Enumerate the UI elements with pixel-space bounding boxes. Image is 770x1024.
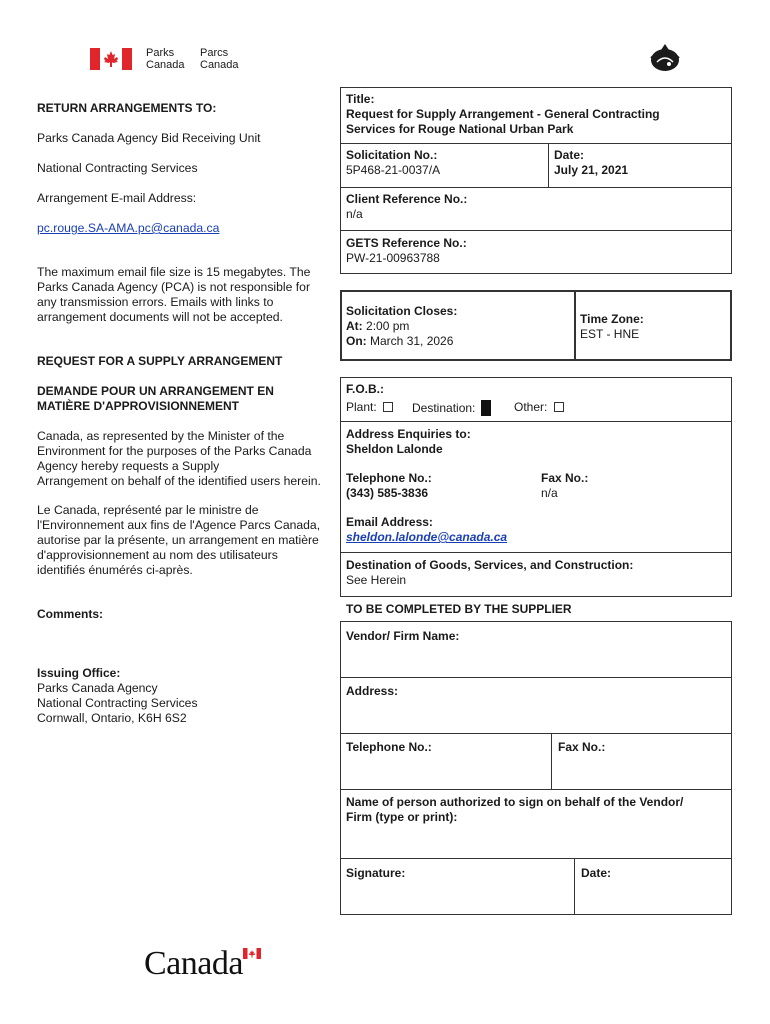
date-field (554, 148, 628, 178)
issuing-office (37, 666, 198, 726)
issuing-line: Cornwall, Ontario, K6H 6S2 (37, 711, 187, 725)
supplier-date-field[interactable] (575, 882, 731, 914)
fob-other (514, 400, 564, 415)
client-ref-label: Client Reference No.: (346, 192, 468, 206)
address-field[interactable] (341, 700, 731, 732)
receiving-unit: Parks Canada Agency Bid Receiving Unit (37, 131, 261, 145)
contracting-services: National Contracting Services (37, 161, 198, 175)
telephone-label: Telephone No.: (346, 471, 432, 485)
french-paragraph (37, 503, 337, 578)
divider (574, 290, 576, 361)
date-value: July 21, 2021 (554, 163, 629, 177)
divider (340, 143, 732, 144)
para-line: Arrangement on behalf of the identified users herein. (37, 474, 321, 488)
para-line: identifiés énumérés ci-après. (37, 563, 193, 577)
supplier-telephone-field[interactable] (341, 756, 550, 788)
authorized-person-label (346, 795, 683, 825)
divider (548, 143, 549, 187)
issuing-line: Parks Canada Agency (37, 681, 158, 695)
issuing-office-label: Issuing Office: (37, 666, 121, 680)
notice-line: any transmission errors. Emails with links to (37, 295, 274, 309)
supplier-fax-field[interactable] (552, 756, 731, 788)
para-line: Agency hereby requests a Supply (37, 459, 220, 473)
logo-en-line1: Parks (146, 47, 175, 59)
divider (340, 733, 732, 734)
demande-line1: DEMANDE POUR UN ARRANGEMENT EN (37, 384, 274, 398)
plant-checkbox[interactable] (383, 402, 393, 412)
address-label: Address: (346, 684, 399, 698)
supplier-date-label: Date: (581, 866, 612, 880)
title-field (346, 92, 660, 137)
title-line1: Request for Supply Arrangement - General Contracting (346, 107, 660, 121)
client-ref-value: n/a (346, 207, 363, 221)
para-line: Le Canada, représenté par le ministre de (37, 503, 259, 517)
fax-value: n/a (541, 486, 558, 500)
plant-label: Plant: (346, 400, 377, 414)
fob-destination (412, 400, 491, 416)
auth-line2: Firm (type or print): (346, 810, 458, 824)
parks-canada-signature (90, 47, 250, 73)
enquiries-field (346, 427, 471, 457)
supplier-heading: TO BE COMPLETED BY THE SUPPLIER (346, 602, 572, 616)
divider (340, 858, 732, 859)
gets-reference-field (346, 236, 467, 266)
return-arrangements-heading: RETURN ARRANGEMENTS TO: (37, 101, 217, 115)
para-line: Canada, as represented by the Minister of the (37, 429, 285, 443)
enquiries-name: Sheldon Lalonde (346, 442, 443, 456)
fob-field (346, 382, 384, 397)
vendor-name-label: Vendor/ Firm Name: (346, 629, 460, 643)
para-line: Environment for the purposes of the Parks Canada (37, 444, 312, 458)
para-line: autorise par la présente, un arrangement en matière (37, 533, 319, 547)
solicitation-field (346, 148, 440, 178)
destination-goods-value: See Herein (346, 573, 407, 587)
notice-line: The maximum email file size is 15 megabytes. The (37, 265, 311, 279)
canada-flag-icon (90, 48, 132, 70)
fax-field (541, 471, 588, 501)
title-label: Title: (346, 92, 375, 106)
canada-wordmark (144, 944, 243, 984)
email-field (346, 515, 507, 545)
authorized-person-field[interactable] (341, 828, 731, 857)
canada-wordmark-text: Canada (144, 945, 243, 982)
auth-line1: Name of person authorized to sign on behalf of the Vendor/ (346, 795, 684, 809)
divider (340, 677, 732, 678)
gets-label: GETS Reference No.: (346, 236, 467, 250)
time-zone-field (580, 312, 644, 342)
request-heading: REQUEST FOR A SUPPLY ARRANGEMENT (37, 354, 283, 368)
fob-plant (346, 400, 393, 415)
demande-heading (37, 384, 274, 414)
para-line: d'approvisionnement au nom des utilisateurs (37, 548, 278, 562)
solicitation-value: 5P468-21-0037/A (346, 163, 441, 177)
comments-label: Comments: (37, 607, 104, 621)
client-reference-field (346, 192, 467, 222)
logo-fr-line2: Canada (200, 59, 239, 71)
divider (340, 187, 732, 188)
other-checkbox[interactable] (554, 402, 564, 412)
closes-field (346, 304, 457, 349)
supplier-telephone-label: Telephone No.: (346, 740, 432, 754)
telephone-value: (343) 585-3836 (346, 486, 429, 500)
at-label: At: (346, 319, 363, 333)
destination-goods-field (346, 558, 633, 588)
max-email-notice (37, 265, 337, 325)
supplier-fax-label: Fax No.: (558, 740, 606, 754)
on-label: On: (346, 334, 367, 348)
logo-fr-line1: Parcs (200, 47, 229, 59)
english-paragraph (37, 429, 337, 489)
fax-label: Fax No.: (541, 471, 589, 485)
signature-field[interactable] (341, 882, 573, 914)
logo-en-line2: Canada (146, 59, 185, 71)
divider (340, 230, 732, 231)
telephone-field (346, 471, 432, 501)
notice-line: Parks Canada Agency (PCA) is not responsible for (37, 280, 310, 294)
demande-line2: MATIÈRE D'APPROVISIONNEMENT (37, 399, 239, 413)
divider (340, 789, 732, 790)
divider (340, 552, 732, 553)
closes-label: Solicitation Closes: (346, 304, 458, 318)
email-address-label: Arrangement E-mail Address: (37, 191, 197, 205)
at-value: 2:00 pm (366, 319, 410, 333)
enquiries-label: Address Enquiries to: (346, 427, 471, 441)
on-value: March 31, 2026 (370, 334, 454, 348)
destination-label: Destination: (412, 401, 476, 415)
divider (340, 421, 732, 422)
gets-value: PW-21-00963788 (346, 251, 440, 265)
notice-line: arrangement documents will not be accepted. (37, 310, 283, 324)
destination-checkbox[interactable] (481, 400, 491, 416)
enquiries-email-link[interactable]: sheldon.lalonde@canada.ca (346, 530, 508, 544)
parks-canada-beaver-emblem-icon (645, 42, 685, 74)
para-line: l'Environnement aux fins de l'Agence Parcs Canada, (37, 518, 321, 532)
signature-label: Signature: (346, 866, 406, 880)
wordmark-flag-icon (243, 948, 261, 959)
title-line2: Services for Rouge National Urban Park (346, 122, 574, 136)
issuing-line: National Contracting Services (37, 696, 198, 710)
destination-goods-label: Destination of Goods, Services, and Construction: (346, 558, 634, 572)
time-zone-value: EST - HNE (580, 327, 640, 341)
vendor-name-field[interactable] (341, 645, 731, 676)
time-zone-label: Time Zone: (580, 312, 644, 326)
other-label: Other: (514, 400, 548, 414)
date-label: Date: (554, 148, 585, 162)
solicitation-label: Solicitation No.: (346, 148, 438, 162)
email-label: Email Address: (346, 515, 433, 529)
fob-label: F.O.B.: (346, 382, 384, 396)
return-email-link[interactable]: pc.rouge.SA-AMA.pc@canada.ca (37, 221, 220, 235)
